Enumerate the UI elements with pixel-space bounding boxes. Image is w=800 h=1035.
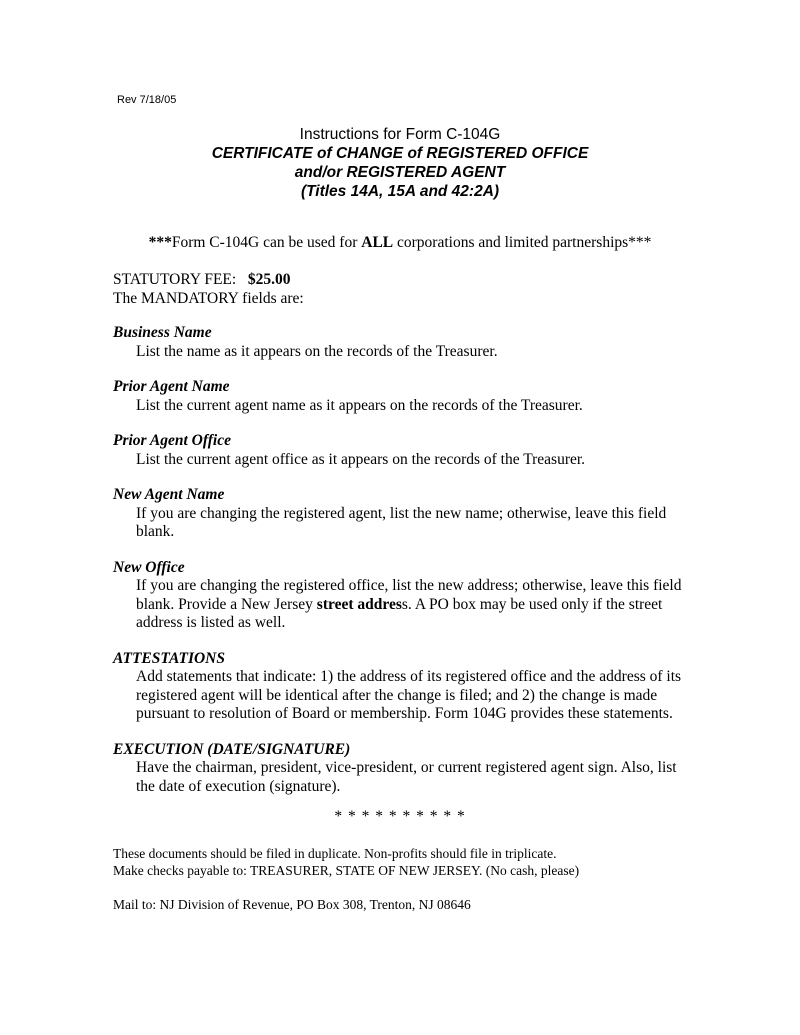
filing-note-payment: Make checks payable to: TREASURER, STATE OF NEW JERSEY. (No cash, please) (113, 863, 580, 878)
filing-note-copies: These documents should be filed in duplicate. Non-profits should file in triplicate. (113, 846, 557, 861)
section-heading: New Office (113, 558, 185, 576)
section-execution (113, 741, 693, 797)
fee-label: STATUTORY FEE: (113, 271, 237, 288)
section-prior-agent-office (113, 432, 693, 469)
body-text-b: s. A PO box may be used only if the street address is listed as well. (136, 595, 663, 631)
section-body: List the name as it appears on the records of the Treasurer. (136, 342, 498, 360)
section-body: Have the chairman, president, vice-president, or current registered agent sign. Also, list the date of execution (signature). (136, 759, 677, 795)
section-body: List the current agent name as it appears on the records of the Treasurer. (136, 396, 583, 414)
section-attestations (113, 650, 693, 724)
revision-date: Rev 7/18/05 (117, 94, 177, 106)
notice-emphasis: ALL (361, 234, 394, 251)
body-text-a: If you are changing the registered office, list the new address; otherwise, leave this field blank. Provide a New Jersey (136, 577, 682, 613)
body-emphasis: street addres (316, 595, 402, 613)
section-body: If you are changing the registered agent, list the new name; otherwise, leave this field blank. (136, 504, 667, 540)
separator: * * * * * * * * * * (334, 808, 466, 825)
title-block (0, 125, 800, 201)
mailing-address: Mail to: NJ Division of Revenue, PO Box 308, Trenton, NJ 08646 (113, 897, 471, 912)
section-body: List the current agent office as it appears on the records of the Treasurer. (136, 450, 586, 468)
titles-reference: (Titles 14A, 15A and 42:2A) (300, 183, 500, 200)
form-title: Instructions for Form C-104G (299, 126, 501, 143)
notice-text-b: corporations and limited partnerships*** (393, 234, 652, 251)
section-heading: Business Name (113, 324, 212, 341)
certificate-subtitle: and/or REGISTERED AGENT (294, 164, 506, 181)
fee-block (113, 270, 304, 308)
section-body (113, 577, 693, 633)
certificate-title: CERTIFICATE of CHANGE of REGISTERED OFFICE (211, 145, 589, 162)
notice-prefix: *** (148, 234, 172, 251)
filing-notes (113, 845, 579, 879)
section-heading: Prior Agent Office (113, 432, 231, 449)
section-heading: New Agent Name (113, 486, 225, 503)
notice-text-a: Form C-104G can be used for (171, 234, 362, 251)
usage-notice (0, 234, 800, 252)
fee-amount: $25.00 (247, 271, 291, 288)
section-heading: ATTESTATIONS (113, 649, 225, 667)
section-body: Add statements that indicate: 1) the address of its registered office and the address of its registered agent will be identical after the change is filed; and 2) the change is made pursuant to resolution of Board or membership. Form 104G provides these statements. (136, 668, 682, 722)
mandatory-intro: The MANDATORY fields are: (113, 290, 304, 307)
section-business-name (113, 324, 693, 361)
section-heading: Prior Agent Name (113, 378, 230, 395)
section-new-office (113, 559, 693, 633)
mandatory-fields-list (113, 324, 693, 813)
section-new-agent-name (113, 486, 693, 542)
section-prior-agent-name (113, 378, 693, 415)
section-heading: EXECUTION (DATE/SIGNATURE) (113, 740, 351, 758)
